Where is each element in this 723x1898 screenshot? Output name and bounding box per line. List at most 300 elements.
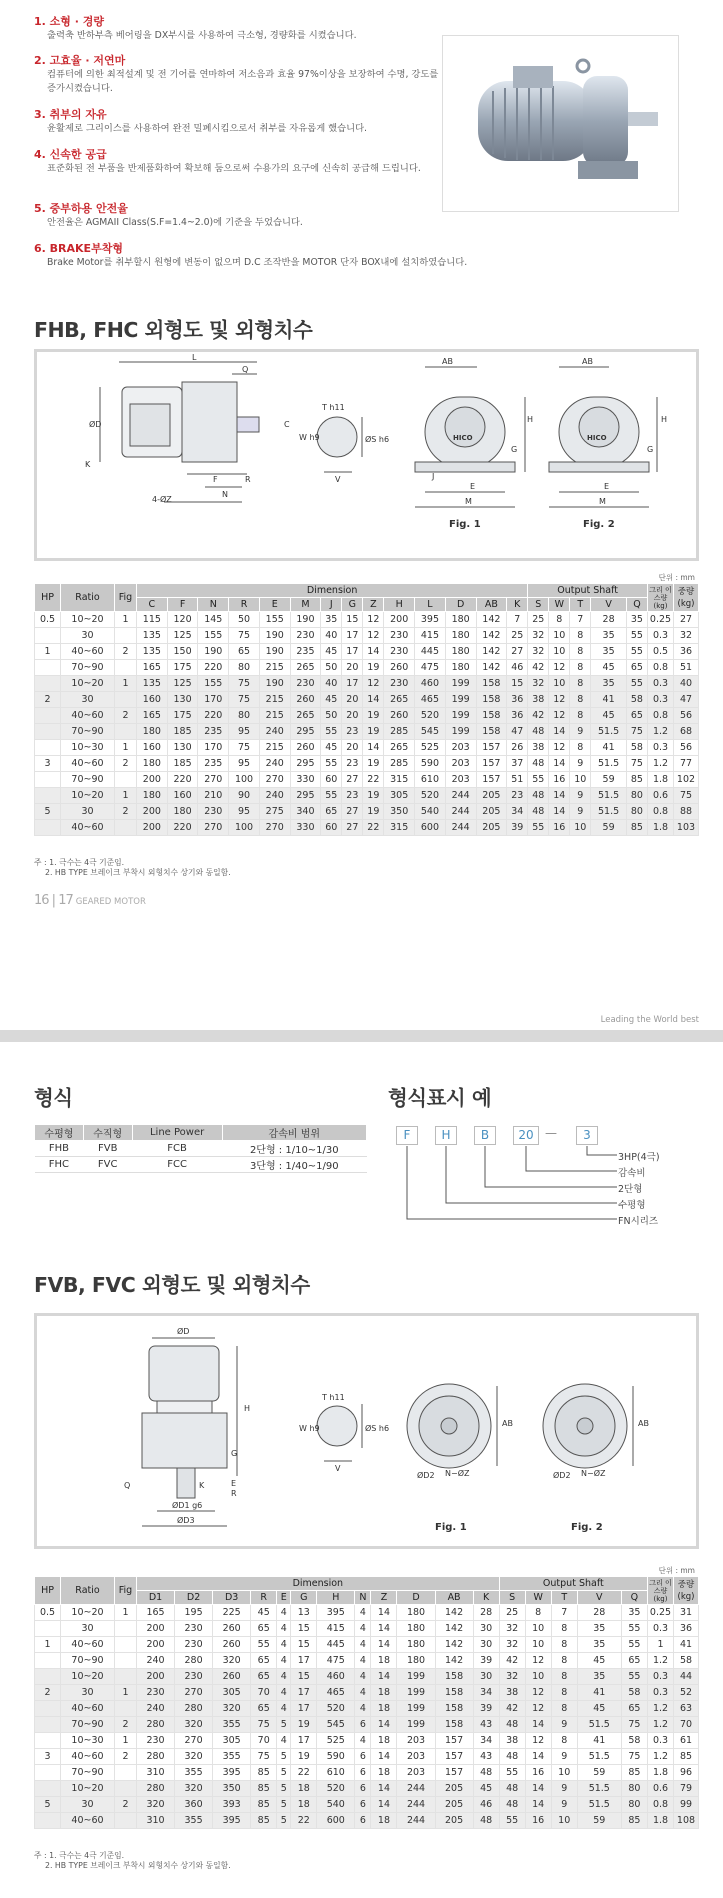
cell-value: 30 (473, 1637, 499, 1653)
table-row (35, 628, 699, 644)
cell-value: 330 (290, 820, 321, 836)
cell-value: 180 (397, 1621, 435, 1637)
cell-value: 55 (528, 820, 549, 836)
cell-fig: 1 (115, 612, 137, 628)
cell-value: 19 (291, 1749, 317, 1765)
col-v: V (591, 598, 627, 612)
svg-text:R: R (245, 475, 251, 484)
cell-value: 220 (167, 772, 198, 788)
cell-value: 27 (507, 644, 528, 660)
cell-value: 350 (384, 804, 415, 820)
cell-value: 5 (277, 1749, 291, 1765)
cell-value: 85 (251, 1781, 277, 1797)
cell-value: 48 (528, 804, 549, 820)
cell-value: 10 (525, 1669, 551, 1685)
cell-value: 32 (499, 1621, 525, 1637)
cell-value: 155 (198, 676, 229, 692)
cell-value: 199 (445, 692, 476, 708)
feature-title: 1. 소형 · 경량 (34, 15, 105, 28)
cell-value: 545 (317, 1717, 355, 1733)
svg-text:L: L (192, 353, 197, 362)
cell-value: 270 (259, 820, 290, 836)
code-label: FN시리즈 (618, 1216, 659, 1227)
cell-value: 244 (397, 1797, 435, 1813)
cell-value: 160 (167, 788, 198, 804)
svg-text:ØD: ØD (89, 420, 102, 429)
cell-value: 85 (626, 820, 647, 836)
table-note: 주 : 1. 극수는 4극 기준임. 2. HB TYPE 브레이크 부착시 외형치수 상기와 동일함. (34, 858, 231, 877)
cell-value: 520 (317, 1701, 355, 1717)
feature-1 (34, 15, 439, 43)
cell-value: 38 (499, 1685, 525, 1701)
cell-ratio: 70~90 (61, 1765, 115, 1781)
cell-value: 9 (551, 1781, 577, 1797)
cell-value: 305 (213, 1733, 251, 1749)
cell-value: 34 (473, 1685, 499, 1701)
table-row (35, 1797, 699, 1813)
cell-value: 43 (473, 1717, 499, 1733)
cell-value: 175 (167, 660, 198, 676)
cell-value: 27 (342, 820, 363, 836)
cell-value: 525 (415, 740, 446, 756)
cell-hp: 2 (35, 692, 61, 708)
svg-text:K: K (199, 1481, 205, 1490)
cell-value: 1.2 (648, 1717, 674, 1733)
cell-value: 12 (363, 612, 384, 628)
cell-value: 45 (321, 644, 342, 660)
cell-value: 10 (525, 1637, 551, 1653)
svg-text:ØS h6: ØS h6 (365, 1424, 390, 1433)
cell-value: 5 (277, 1813, 291, 1829)
cell-value: 15 (342, 612, 363, 628)
cell-value: 157 (476, 772, 507, 788)
cell-value: 540 (317, 1797, 355, 1813)
brand-label: HICO (453, 434, 473, 442)
cell-value: 0.3 (648, 1621, 674, 1637)
cell-value: 185 (167, 724, 198, 740)
cell-value: 27 (342, 772, 363, 788)
cell-value: 310 (137, 1765, 175, 1781)
cell-value: 130 (167, 692, 198, 708)
cell-value: 260 (213, 1669, 251, 1685)
cell-ratio: 10~20 (61, 676, 115, 692)
cell-value: 4 (277, 1605, 291, 1621)
cell-value: 200 (137, 1637, 175, 1653)
feature-title: 4. 신속한 공급 (34, 148, 107, 161)
cell-value: 15 (507, 676, 528, 692)
cell-value: 55 (626, 676, 647, 692)
cell-value: 20 (342, 740, 363, 756)
cell-value: 14 (371, 1717, 397, 1733)
cell-value: 199 (397, 1669, 435, 1685)
cell-value: 26 (507, 740, 528, 756)
svg-text:F: F (213, 475, 218, 484)
cell-value: 51.5 (591, 756, 627, 772)
cell-value: 180 (397, 1653, 435, 1669)
cell-hp (35, 724, 61, 740)
cell-value: 65 (626, 660, 647, 676)
cell-value: 17 (342, 628, 363, 644)
col-d1: D1 (137, 1591, 175, 1605)
cell-value: 36 (507, 692, 528, 708)
cell-value: 19 (363, 804, 384, 820)
svg-text:J: J (432, 472, 435, 481)
cell-value: 6 (355, 1765, 371, 1781)
cell-value: 200 (137, 1669, 175, 1685)
cell-value: 95 (229, 756, 260, 772)
cell-value: 34 (507, 804, 528, 820)
cell-value: 9 (551, 1749, 577, 1765)
cell-value: 260 (290, 692, 321, 708)
cell-value: 445 (317, 1637, 355, 1653)
cell-ratio: 40~60 (61, 820, 115, 836)
svg-text:G: G (511, 445, 518, 454)
cell-value: 180 (445, 660, 476, 676)
cell-value: 180 (445, 628, 476, 644)
cell-value: 4 (277, 1685, 291, 1701)
cell-value: 50 (229, 612, 260, 628)
cell-hp (35, 628, 61, 644)
cell-value: 355 (213, 1749, 251, 1765)
cell-value: 8 (570, 628, 591, 644)
cell-value: 158 (435, 1685, 473, 1701)
cell-value: 240 (259, 788, 290, 804)
cell-value: 8 (570, 708, 591, 724)
table-row (35, 1765, 699, 1781)
cell-value: 205 (435, 1813, 473, 1829)
cell-value: 125 (167, 628, 198, 644)
cell-value: 600 (317, 1813, 355, 1829)
cell-value: 51.5 (591, 804, 627, 820)
feature-6 (34, 242, 534, 270)
cell-value: 200 (137, 820, 168, 836)
cell-value: 28 (473, 1605, 499, 1621)
cell-value: 145 (198, 612, 229, 628)
cell-value: 158 (435, 1717, 473, 1733)
cell-value: 270 (259, 772, 290, 788)
cell-value: 205 (476, 820, 507, 836)
cell-value: 285 (384, 756, 415, 772)
cell-hp: 5 (35, 1797, 61, 1813)
cell-value: 9 (551, 1797, 577, 1813)
cell-value: 244 (445, 804, 476, 820)
cell-value: 0.8 (648, 1797, 674, 1813)
col-grease: 그리 이스량 (kg) (649, 585, 672, 610)
col-q: Q (621, 1591, 647, 1605)
cell-value: 230 (198, 804, 229, 820)
cell-hp: 5 (35, 804, 61, 820)
cell-value: 20 (342, 660, 363, 676)
cell-value: 14 (363, 740, 384, 756)
code-label: 3HP(4극) (618, 1152, 660, 1163)
cell-value: 55 (528, 772, 549, 788)
drawing-frame-fvb (34, 1313, 699, 1549)
cell-value: 305 (384, 788, 415, 804)
cell-value: 41 (577, 1685, 621, 1701)
cell-value: 22 (363, 820, 384, 836)
cell-value: 180 (397, 1637, 435, 1653)
col-k: K (473, 1591, 499, 1605)
cell-fig (115, 1669, 137, 1685)
cell-value: 65 (251, 1653, 277, 1669)
cell-value: 32 (499, 1637, 525, 1653)
cell-value: 51.5 (577, 1749, 621, 1765)
cell-value: 540 (415, 804, 446, 820)
cell-value: 520 (317, 1781, 355, 1797)
col-ratio: Ratio (61, 1577, 115, 1605)
cell-value: 15 (291, 1621, 317, 1637)
cell-value: 85 (251, 1797, 277, 1813)
svg-text:W h9: W h9 (299, 1424, 320, 1433)
cell-value: 0.8 (648, 708, 674, 724)
cell-value: 30 (473, 1621, 499, 1637)
cell-value: 205 (435, 1781, 473, 1797)
col-n: N (198, 598, 229, 612)
cell-value: 135 (137, 628, 168, 644)
cell-value: 12 (525, 1653, 551, 1669)
cell-value: 9 (551, 1717, 577, 1733)
cell-value: 460 (415, 676, 446, 692)
cell-value: 80 (621, 1781, 647, 1797)
code-box-stage: B (474, 1126, 496, 1145)
cell-value: 25 (528, 612, 549, 628)
cell-value: 157 (435, 1749, 473, 1765)
table-note: 주 : 1. 극수는 4극 기준임. 2. HB TYPE 브레이크 부착시 외형치수 상기와 동일함. (34, 1851, 231, 1870)
cell-fig (115, 820, 137, 836)
cell-value: 150 (167, 644, 198, 660)
table-row (35, 1813, 699, 1829)
cell-value: 46 (507, 660, 528, 676)
cell-value: 58 (626, 692, 647, 708)
cell-value: 295 (290, 756, 321, 772)
table-row (35, 1669, 699, 1685)
col-ab: AB (435, 1591, 473, 1605)
code-box-hp: 3 (576, 1126, 598, 1145)
cell-value: 12 (549, 692, 570, 708)
cell-value: 230 (384, 676, 415, 692)
cell-value: 51.5 (577, 1717, 621, 1733)
cell-value: 12 (363, 628, 384, 644)
cell-value: 265 (384, 740, 415, 756)
cell-value: 80 (621, 1797, 647, 1813)
cell-value: 65 (229, 644, 260, 660)
cell-value: 85 (251, 1765, 277, 1781)
table-row (35, 660, 699, 676)
cell-value: 320 (137, 1797, 175, 1813)
cell-value: 39 (473, 1653, 499, 1669)
cell-value: 460 (317, 1669, 355, 1685)
cell-value: 45 (591, 660, 627, 676)
cell-value: 142 (435, 1605, 473, 1621)
cell-value: 199 (397, 1701, 435, 1717)
cell-value: 340 (290, 804, 321, 820)
cell-value: 17 (291, 1685, 317, 1701)
cell-value: 270 (175, 1733, 213, 1749)
cell-value: 0.3 (648, 628, 674, 644)
cell-value: 1.2 (648, 724, 674, 740)
col-d2: D2 (175, 1591, 213, 1605)
cell-value: 75 (229, 628, 260, 644)
cell-value: 280 (137, 1717, 175, 1733)
cell-value: 80 (229, 708, 260, 724)
fhb-drawing (37, 352, 696, 558)
cell-value: 55 (626, 644, 647, 660)
cell-fig: 2 (115, 708, 137, 724)
cell-value: 135 (137, 644, 168, 660)
cell-value: 45 (251, 1605, 277, 1621)
cell-value: 9 (570, 804, 591, 820)
svg-text:H: H (244, 1404, 251, 1413)
svg-text:AB: AB (442, 357, 453, 366)
col-group-dimension: Dimension (137, 1577, 500, 1591)
cell-value: 4 (355, 1653, 371, 1669)
col-ratio: Ratio (61, 584, 115, 612)
cell-value: 8 (570, 660, 591, 676)
cell-value: 18 (371, 1685, 397, 1701)
cell-value: 8 (570, 740, 591, 756)
cell-value: 280 (175, 1701, 213, 1717)
cell-value: 65 (251, 1669, 277, 1685)
cell-value: 70 (674, 1717, 699, 1733)
cell-value: 19 (363, 788, 384, 804)
cell-ratio: 10~20 (61, 612, 115, 628)
cell-ratio: 40~60 (61, 1749, 115, 1765)
col-t: T (551, 1591, 577, 1605)
cell-value: 230 (175, 1669, 213, 1685)
cell-value: 23 (507, 788, 528, 804)
col-hp: HP (35, 584, 61, 612)
cell-ratio: 40~60 (61, 708, 115, 724)
cell-value: 30 (473, 1669, 499, 1685)
cell-value: 142 (476, 628, 507, 644)
col-g: G (342, 598, 363, 612)
feature-body: 출력축 반하부측 베어링을 DX부시를 사용하여 극소형, 경량화를 시켰습니다. (47, 30, 357, 41)
cell-value: 59 (591, 772, 627, 788)
cell-value: 142 (435, 1653, 473, 1669)
code-dash: — (545, 1126, 557, 1140)
cell-value: 99 (674, 1797, 699, 1813)
cell-value: 0.3 (648, 676, 674, 692)
cell-hp (35, 1717, 61, 1733)
cell-hp (35, 676, 61, 692)
cell-value: 320 (213, 1701, 251, 1717)
cell-fig: 2 (115, 1749, 137, 1765)
cell-value: 75 (674, 788, 699, 804)
cell-value: 60 (321, 772, 342, 788)
cell-value: 51.5 (591, 724, 627, 740)
unit-label: 단위 : mm (658, 573, 695, 582)
cell-value: 58 (621, 1685, 647, 1701)
cell-value: 235 (198, 724, 229, 740)
cell-ratio: 30 (61, 692, 115, 708)
cell-value: 199 (397, 1685, 435, 1701)
cell-fig: 1 (115, 788, 137, 804)
cell-value: 14 (549, 788, 570, 804)
cell-value: 80 (626, 804, 647, 820)
svg-text:M: M (465, 497, 472, 506)
cell-value: 190 (259, 628, 290, 644)
cell-value: 180 (167, 804, 198, 820)
cell-value: 1.8 (648, 1813, 674, 1829)
col-v: V (577, 1591, 621, 1605)
cell-hp (35, 740, 61, 756)
col-l: L (415, 598, 446, 612)
cell-value: 10 (570, 772, 591, 788)
col-weight: 중량 (kg) (674, 584, 699, 612)
cell-value: 230 (384, 644, 415, 660)
cell-value: 58 (621, 1733, 647, 1749)
cell-fig (115, 628, 137, 644)
cell-value: 0.8 (648, 660, 674, 676)
cell-value: 157 (476, 756, 507, 772)
types-col: 감속비 범위 (222, 1125, 366, 1141)
cell-value: 244 (445, 788, 476, 804)
cell-value: 23 (342, 724, 363, 740)
cell-value: 0.6 (648, 1781, 674, 1797)
cell-value: 240 (137, 1701, 175, 1717)
cell-value: 610 (415, 772, 446, 788)
cell-value: 244 (397, 1813, 435, 1829)
table-row (35, 1701, 699, 1717)
cell-value: 55 (499, 1765, 525, 1781)
cell-value: 215 (259, 660, 290, 676)
cell-value: 38 (499, 1733, 525, 1749)
cell-hp (35, 772, 61, 788)
cell-ratio: 40~60 (61, 1813, 115, 1829)
cell-value: 395 (213, 1765, 251, 1781)
section-title-types: 형식 (34, 1086, 73, 1110)
feature-5 (34, 202, 439, 230)
cell-value: 12 (549, 708, 570, 724)
cell-value: 280 (137, 1781, 175, 1797)
cell-value: 203 (445, 772, 476, 788)
svg-text:Q: Q (124, 1481, 131, 1490)
cell-value: 75 (251, 1749, 277, 1765)
cell-value: 10 (549, 676, 570, 692)
code-label: 수평형 (618, 1200, 646, 1211)
cell-value: 230 (137, 1685, 175, 1701)
cell-value: 170 (198, 740, 229, 756)
table-row (35, 724, 699, 740)
cell-value: 85 (621, 1813, 647, 1829)
cell-value: 48 (528, 756, 549, 772)
cell-value: 295 (290, 724, 321, 740)
cell-value: 55 (621, 1669, 647, 1685)
cell-value: 199 (445, 676, 476, 692)
cell-value: 75 (626, 724, 647, 740)
svg-text:ØD3: ØD3 (177, 1516, 195, 1525)
cell-fig (115, 692, 137, 708)
cell-ratio: 70~90 (61, 660, 115, 676)
feature-title: 3. 취부의 자유 (34, 108, 107, 121)
cell-value: 520 (415, 788, 446, 804)
col-fig: Fig (115, 1577, 137, 1605)
cell-value: 56 (674, 740, 699, 756)
cell-value: 32 (499, 1669, 525, 1685)
fig1-label: Fig. 1 (449, 519, 481, 530)
cell-value: 58 (626, 740, 647, 756)
cell-value: 85 (626, 772, 647, 788)
cell-value: 70 (251, 1733, 277, 1749)
cell-value: 56 (674, 708, 699, 724)
cell-value: 215 (259, 692, 290, 708)
cell-value: 17 (291, 1701, 317, 1717)
cell-value: 14 (371, 1621, 397, 1637)
cell-value: 47 (507, 724, 528, 740)
feature-title: 6. BRAKE부착형 (34, 242, 123, 255)
cell-value: 6 (355, 1797, 371, 1813)
cell-value: 0.3 (648, 740, 674, 756)
